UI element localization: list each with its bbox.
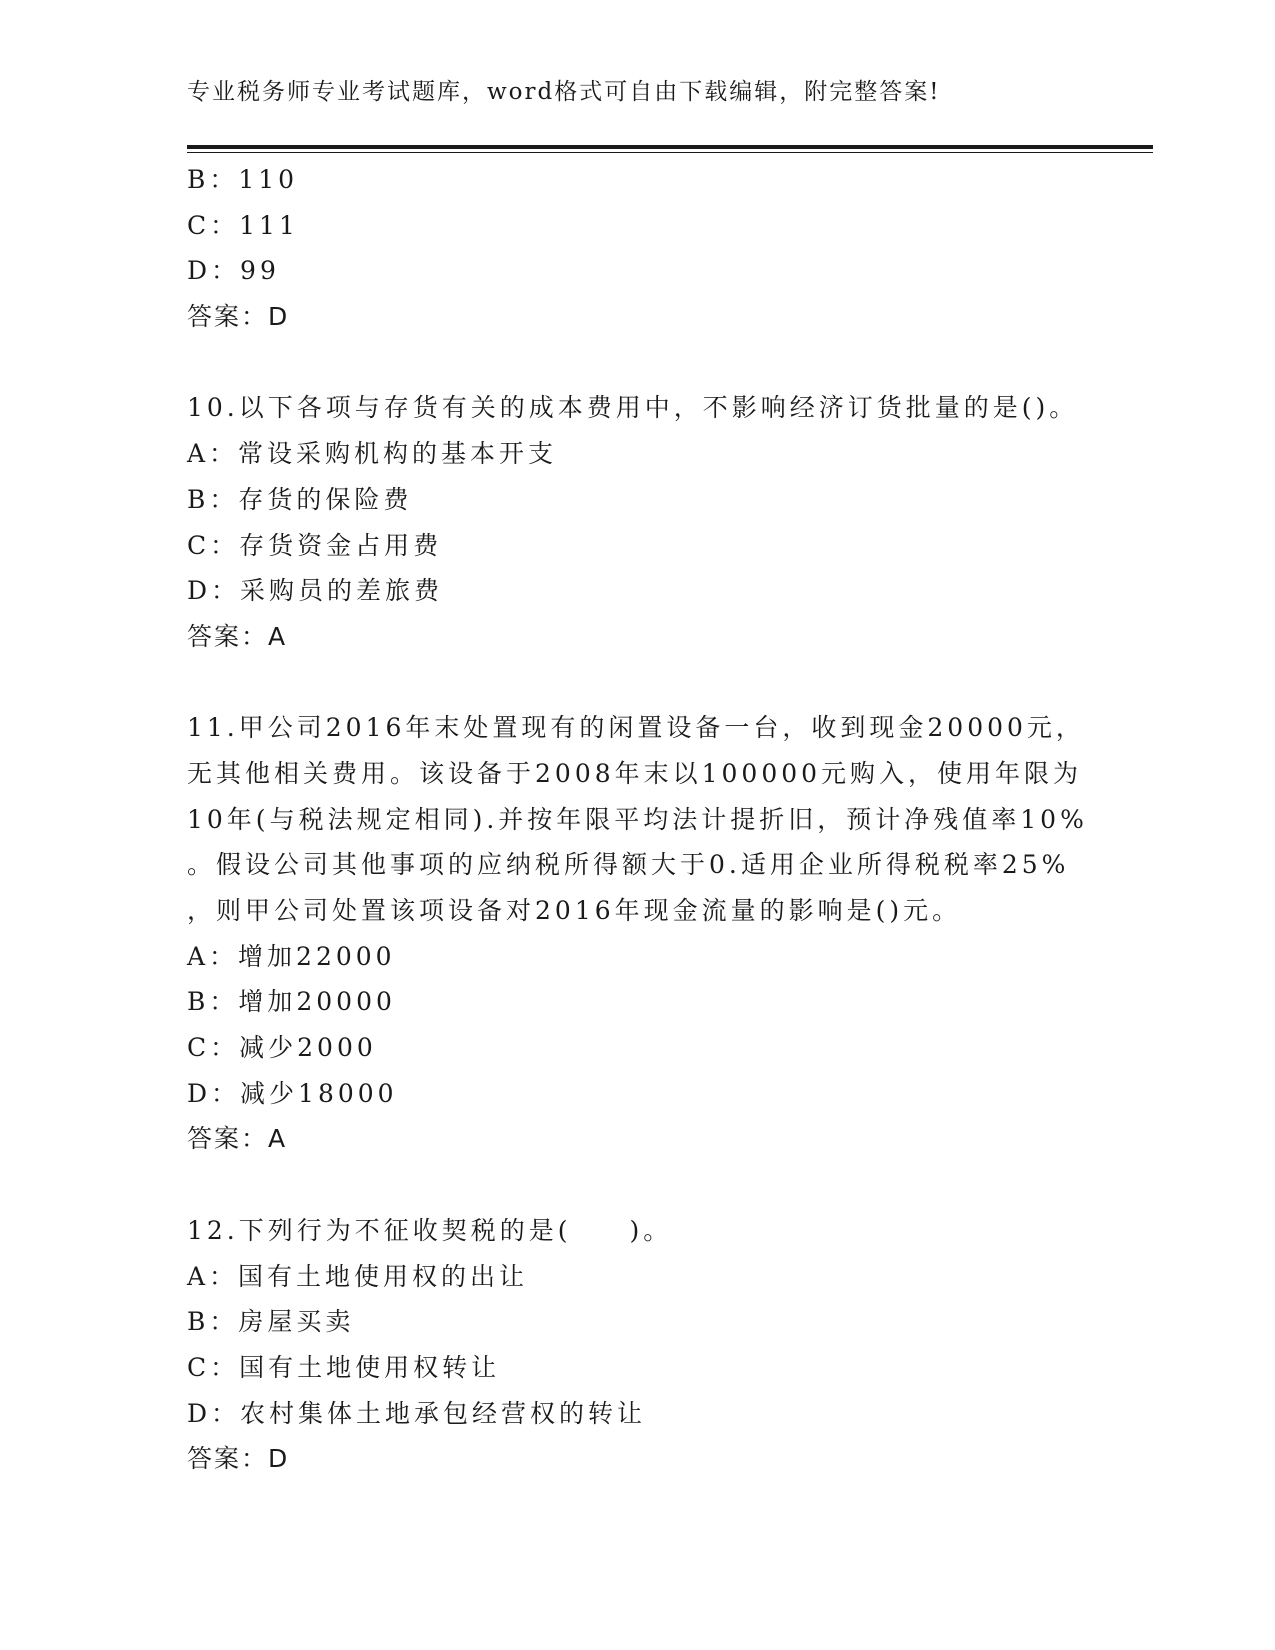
spacer: [187, 340, 1107, 386]
option-c: C：减少2000: [187, 1033, 377, 1063]
option-c: C：国有土地使用权转让: [187, 1352, 501, 1382]
question-11: [187, 705, 1107, 1162]
option-c: C：存货资金占用费: [187, 530, 443, 560]
answer: 答案：A: [187, 621, 288, 651]
page-header: 专业税务师专业考试题库，word格式可自由下载编辑，附完整答案!: [187, 79, 941, 105]
question-text-line: ，则甲公司处置该项设备对2016年现金流量的影响是()元。: [187, 896, 962, 925]
question-text-line: 。假设公司其他事项的应纳税所得额大于0.适用企业所得税税率25%: [187, 850, 1070, 880]
question-text: 10.以下各项与存货有关的成本费用中，不影响经济订货批量的是()。: [187, 393, 1079, 423]
question-12: [187, 1208, 1107, 1482]
option-d: D：99: [187, 256, 280, 286]
spacer: [187, 660, 1107, 706]
header-rule-thick: [187, 145, 1153, 149]
option-d: D：减少18000: [187, 1078, 398, 1108]
question-10: [187, 385, 1107, 659]
option-a: A：常设采购机构的基本开支: [187, 439, 558, 469]
option-b: B：房屋买卖: [187, 1307, 355, 1337]
header-rule-thin: [187, 152, 1153, 153]
option-d: D：农村集体土地承包经营权的转让: [187, 1398, 647, 1428]
spacer: [187, 1162, 1107, 1208]
question-text: 12.下列行为不征收契税的是( )。: [187, 1215, 673, 1245]
option-a: A：国有土地使用权的出让: [187, 1261, 529, 1291]
exam-content: [187, 157, 1107, 1482]
option-b: B：存货的保险费: [187, 484, 413, 514]
question-text-line: 无其他相关费用。该设备于2008年末以100000元购入，使用年限为: [187, 758, 1083, 788]
answer: 答案：D: [187, 302, 290, 332]
question-text-line: 10年(与税法规定相同).并按年限平均法计提折旧，预计净残值率10%: [187, 804, 1088, 834]
option-b: B：增加20000: [187, 987, 396, 1017]
question-9-continuation: [187, 157, 1107, 340]
answer: 答案：A: [187, 1124, 288, 1154]
option-c: C：111: [187, 210, 299, 240]
option-a: A：增加22000: [187, 941, 396, 971]
question-text-line: 11.甲公司2016年末处置现有的闲置设备一台，收到现金20000元，: [187, 713, 1085, 743]
answer: 答案：D: [187, 1444, 290, 1474]
option-b: B：110: [187, 165, 299, 194]
option-d: D：采购员的差旅费: [187, 576, 444, 606]
